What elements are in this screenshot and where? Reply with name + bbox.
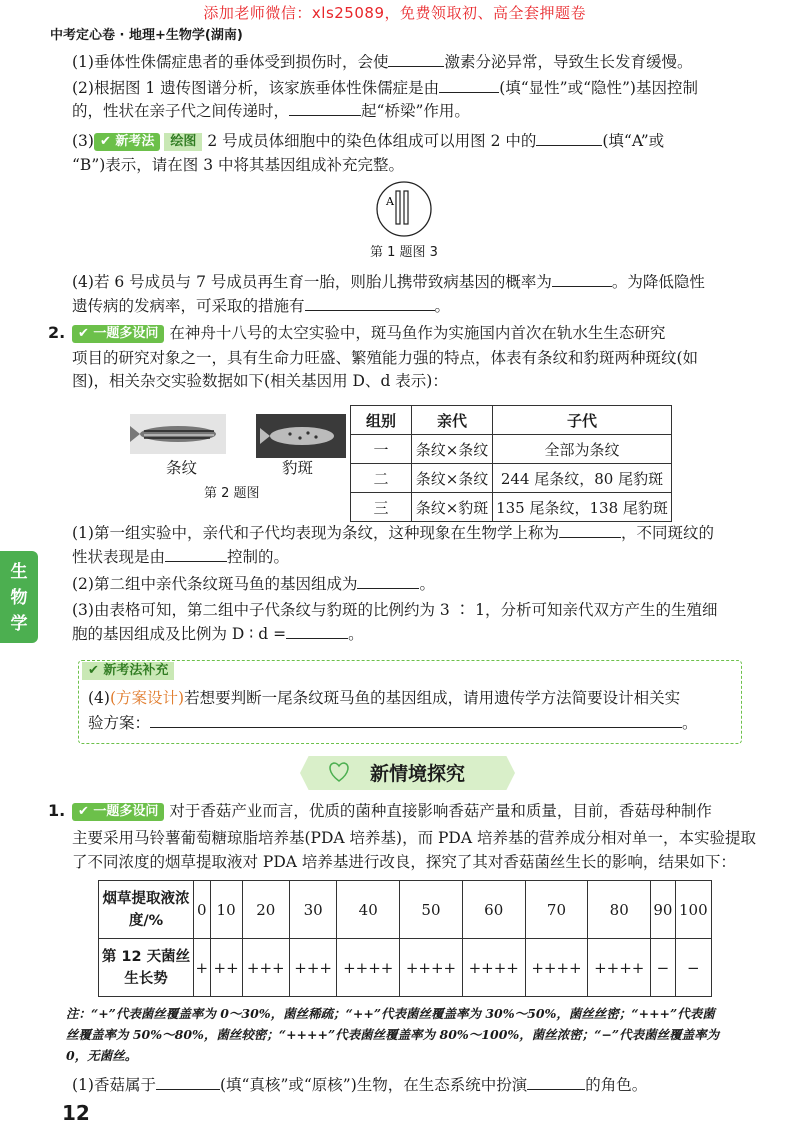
concentration-cell: 30 [289, 881, 336, 939]
table-row [351, 464, 672, 493]
table-cell: 135 尾条纹，138 尾豹斑 [493, 493, 672, 522]
growth-cell: +++ [242, 939, 289, 997]
answer-blank[interactable] [165, 547, 227, 562]
table-cell: 条纹×条纹 [412, 464, 493, 493]
answer-blank[interactable] [559, 523, 621, 538]
q2-line-3: 图)，相关杂交实验数据如下(相关基因用 D、d 表示)： [72, 372, 448, 390]
table-cell: 二 [351, 464, 412, 493]
table-header: 亲代 [412, 406, 493, 435]
question-number: 1. [48, 801, 66, 820]
table-cell: 三 [351, 493, 412, 522]
q2-sub-4b: 验方案： 。 [88, 714, 698, 732]
table-cell: 全部为条纹 [493, 435, 672, 464]
table-row [99, 939, 712, 997]
question-number: 2. [48, 323, 66, 342]
figure-caption-2: 第 2 题图 [204, 486, 260, 501]
answer-blank[interactable] [357, 574, 419, 589]
q1-line-1: (1)垂体性侏儒症患者的垂体受到损伤时，会使 激素分泌异常，导致生长发育缓慢。 [72, 53, 693, 71]
page-number: 12 [62, 1101, 90, 1125]
answer-blank[interactable] [156, 1075, 220, 1090]
q3-sub-1: (1)香菇属于 (填“真核”或“原核”)生物，在生态系统中扮演 的角色。 [72, 1076, 648, 1094]
heart-icon [326, 760, 352, 784]
answer-blank[interactable] [286, 624, 348, 639]
supplement-badge: ✔ 新考法补充 [82, 662, 174, 680]
growth-cell: − [651, 939, 676, 997]
gene-label: A [386, 195, 394, 208]
striped-fish-image [130, 414, 226, 454]
q2-sub-1: (1)第一组实验中，亲代和子代均表现为条纹，这种现象在生物学上称为 ，不同斑纹的 [72, 524, 714, 542]
concentration-cell: 10 [210, 881, 242, 939]
table-row [99, 881, 712, 939]
q2-line-2: 项目的研究对象之一，具有生命力旺盛、繁殖能力强的特点，体表有条纹和豹斑两种斑纹(如 [72, 349, 699, 367]
tobacco-table [98, 880, 712, 997]
section-title: 新情境探究 [370, 763, 466, 785]
q2-sub-1b: 性状表现是由 控制的。 [72, 548, 290, 566]
table-header: 组别 [351, 406, 412, 435]
concentration-cell: 40 [337, 881, 400, 939]
concentration-cell: 80 [588, 881, 651, 939]
concentration-cell: 20 [242, 881, 289, 939]
concentration-cell: 60 [462, 881, 525, 939]
table-cell: 条纹×条纹 [412, 435, 493, 464]
table-header-row [351, 406, 672, 435]
q2-sub-3b: 胞的基因组成及比例为 D ∶ d = 。 [72, 625, 364, 643]
table-cell: 244 尾条纹，80 尾豹斑 [493, 464, 672, 493]
answer-blank[interactable] [150, 713, 682, 728]
multi-question-badge: ✔ 一题多设问 [72, 325, 164, 343]
drawing-tag: 绘图 [164, 133, 202, 151]
concentration-cell: 50 [400, 881, 463, 939]
chromosome-right [404, 191, 408, 224]
concentration-cell: 70 [525, 881, 588, 939]
row-header: 烟草提取液浓度/% [99, 881, 194, 939]
q1-line-7: 遗传病的发病率，可采取的措施有 。 [72, 297, 451, 315]
q3-line-3: 了不同浓度的烟草提取液对 PDA 培养基进行改良，探究了其对香菇菌丝生长的影响，结果如下： [72, 853, 736, 871]
answer-blank[interactable] [527, 1075, 585, 1090]
q1-line-2: (2)根据图 1 遗传图谱分析，该家族垂体性侏儒症是由 (填“显性”或“隐性”)基因控制 [72, 79, 698, 97]
multi-question-badge: ✔ 一题多设问 [72, 803, 164, 821]
growth-cell: ++++ [400, 939, 463, 997]
table-row [351, 435, 672, 464]
growth-cell: + [194, 939, 211, 997]
cross-table [350, 405, 672, 522]
cell-figure [374, 180, 438, 238]
growth-cell: ++++ [462, 939, 525, 997]
q2-sub-2: (2)第二组中亲代条纹斑马鱼的基因组成为 。 [72, 575, 435, 593]
fish-label-striped: 条纹 [166, 459, 198, 477]
table-row [351, 493, 672, 522]
new-method-badge: ✔ 新考法 [94, 133, 160, 151]
concentration-cell: 0 [194, 881, 211, 939]
growth-cell: ++++ [337, 939, 400, 997]
row-header: 第 12 天菌丝生长势 [99, 939, 194, 997]
q2-line-1: ✔ 一题多设问 在神舟十八号的太空实验中，斑马鱼作为实施国内首次在轨水生生态研究 [72, 323, 665, 343]
supplement-title [82, 660, 174, 680]
chromosome-left [396, 191, 400, 224]
concentration-cell: 100 [675, 881, 711, 939]
fish-label-leopard: 豹斑 [282, 459, 314, 477]
growth-cell: ++ [210, 939, 242, 997]
q1-line-4: (3) ✔ 新考法 绘图 2 号成员体细胞中的染色体组成可以用图 2 中的 (填“A”或 [72, 132, 665, 150]
answer-blank[interactable] [289, 101, 361, 116]
q1-line-3: 的，性状在亲子代之间传递时， 起“桥梁”作用。 [72, 102, 470, 120]
running-header: 中考定心卷 · 地理+生物学(湖南) [50, 28, 243, 43]
q2-sub-3: (3)由表格可知，第二组中子代条纹与豹斑的比例约为 3 ∶ 1，分析可知亲代双方产生的生殖细 [72, 601, 718, 619]
growth-cell: − [675, 939, 711, 997]
q1-line-6: (4)若 6 号成员与 7 号成员再生育一胎，则胎儿携带致病基因的概率为 。为降低隐性 [72, 273, 705, 291]
table-note: 注：“+”代表菌丝覆盖率为 0～30%，菌丝稀疏；“++”代表菌丝覆盖率为 30%～50%，菌丝丝密；“+++”代表菌 丝覆盖率为 50%～80%，菌丝较密；“++++”代表菌丝覆盖率为 80%～100%，菌丝浓密；“−”代表菌丝覆盖率为 0，无菌丝。 [66, 1006, 720, 1063]
answer-blank[interactable] [536, 131, 602, 146]
answer-blank[interactable] [439, 78, 499, 93]
table-cell: 一 [351, 435, 412, 464]
q3-line-2: 主要采用马铃薯葡萄糖琼脂培养基(PDA 培养基)，而 PDA 培养基的营养成分相对单一，本实验提取 [72, 829, 756, 847]
watermark: 添加老师微信：xls25089，免费领取初、高全套押题卷 [203, 4, 586, 22]
design-tag: (方案设计) [109, 689, 185, 707]
q1-line-5: “B”)表示，请在图 3 中将其基因组成补充完整。 [72, 156, 405, 174]
table-cell: 条纹×豹斑 [412, 493, 493, 522]
q3-line-1: ✔ 一题多设问 对于香菇产业而言，优质的菌种直接影响香菇产量和质量，目前，香菇母种制作 [72, 801, 712, 821]
table-header: 子代 [493, 406, 672, 435]
growth-cell: ++++ [525, 939, 588, 997]
growth-cell: +++ [289, 939, 336, 997]
answer-blank[interactable] [305, 296, 435, 311]
leopard-fish-image [256, 414, 346, 458]
subject-side-tab: 生 物 学 [0, 551, 38, 643]
figure-caption: 第 1 题图 3 [370, 245, 438, 260]
growth-cell: ++++ [588, 939, 651, 997]
q2-sub-4: (4)(方案设计)若想要判断一尾条纹斑马鱼的基因组成，请用遗传学方法简要设计相关实 [88, 689, 681, 707]
answer-blank[interactable] [388, 52, 444, 67]
answer-blank[interactable] [552, 272, 612, 287]
concentration-cell: 90 [651, 881, 676, 939]
